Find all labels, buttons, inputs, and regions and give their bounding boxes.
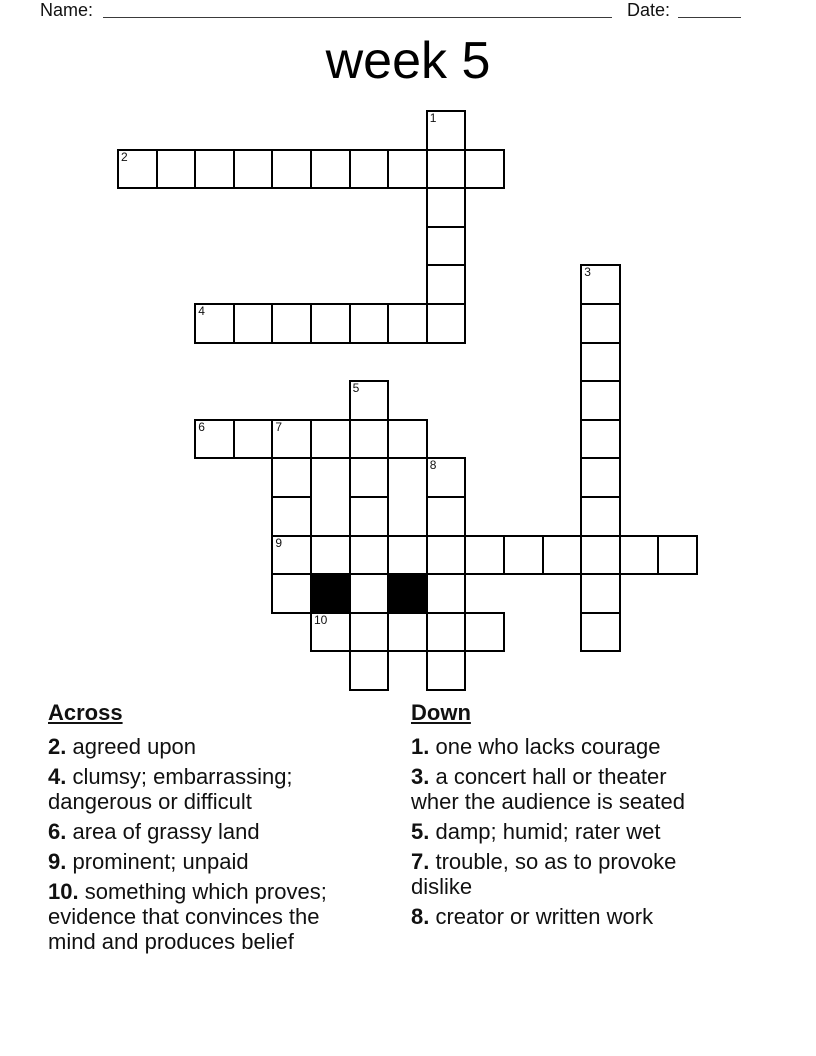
clue-number: 7.	[411, 849, 430, 874]
clue-number: 8.	[411, 904, 430, 929]
grid-cell	[657, 535, 698, 576]
clue-item-across-10: 10. something which proves; evidence that convinces the mind and produces belief	[48, 879, 327, 954]
grid-cell	[310, 303, 351, 344]
grid-cell	[117, 149, 158, 190]
cell-number: 1	[429, 111, 437, 125]
clue-number: 1.	[411, 734, 430, 759]
grid-cell	[349, 303, 390, 344]
grid-cell	[580, 264, 621, 305]
grid-cell	[387, 303, 428, 344]
grid-cell	[503, 535, 544, 576]
clue-item-down-3: 3. a concert hall or theater wher the audience is seated	[411, 764, 685, 814]
grid-cell	[349, 149, 390, 190]
clue-item-down-5: 5. damp; humid; rater wet	[411, 819, 661, 844]
cell-number: 6	[198, 419, 205, 434]
grid-cell	[387, 419, 428, 460]
clue-number: 2.	[48, 734, 67, 759]
grid-cell	[426, 226, 467, 267]
grid-cell	[271, 496, 312, 537]
grid-cell	[580, 535, 621, 576]
grid-cell	[464, 612, 505, 653]
clue-item-down-7: 7. trouble, so as to provoke dislike	[411, 849, 677, 899]
grid-cell	[271, 419, 312, 460]
down-clue-list	[411, 734, 713, 929]
cell-number: 5	[352, 381, 360, 396]
grid-cell	[426, 650, 467, 691]
grid-cell	[580, 573, 621, 614]
across-clue-list	[48, 734, 360, 954]
grid-cell	[580, 419, 621, 460]
grid-cell	[310, 419, 351, 460]
grid-cell	[426, 496, 467, 537]
grid-cell	[542, 535, 583, 576]
grid-cell	[387, 149, 428, 190]
grid-cell	[426, 303, 467, 344]
grid-cell	[349, 535, 390, 576]
grid-cell	[580, 303, 621, 344]
grid-cell	[387, 535, 428, 576]
grid-cell	[349, 612, 390, 653]
clue-item-across-9: 9. prominent; unpaid	[48, 849, 249, 874]
grid-cell	[426, 149, 467, 190]
grid-cell	[349, 650, 390, 691]
black-cell	[310, 573, 351, 614]
grid-cell	[426, 535, 467, 576]
down-heading: Down	[411, 700, 471, 725]
grid-cell	[349, 496, 390, 537]
across-heading: Across	[48, 700, 123, 725]
cell-number: 7	[275, 419, 283, 434]
grid-cell	[310, 149, 351, 190]
grid-cell	[349, 457, 390, 498]
grid-cell	[426, 264, 467, 305]
clue-item-across-2: 2. agreed upon	[48, 734, 197, 759]
clue-number: 5.	[411, 819, 430, 844]
grid-cell	[426, 573, 467, 614]
grid-cell	[310, 535, 351, 576]
grid-cell	[233, 419, 274, 460]
cell-number: 9	[275, 535, 283, 550]
grid-cell	[580, 457, 621, 498]
across-clues-section	[48, 700, 360, 959]
clue-number: 3.	[411, 764, 430, 789]
clue-item-down-1: 1. one who lacks courage	[411, 734, 661, 759]
grid-cell	[580, 380, 621, 421]
clue-number: 9.	[48, 849, 67, 874]
black-cell	[387, 573, 428, 614]
puzzle-title: week 5	[325, 32, 491, 90]
grid-cell	[387, 612, 428, 653]
grid-cell	[619, 535, 660, 576]
cell-number: 4	[198, 304, 205, 318]
clue-number: 10.	[48, 879, 79, 904]
grid-cell	[464, 535, 505, 576]
grid-cell	[349, 419, 390, 460]
grid-cell	[580, 496, 621, 537]
grid-cell	[426, 187, 467, 228]
clue-item-down-8: 8. creator or written work	[411, 904, 654, 929]
grid-cell	[194, 419, 235, 460]
cell-number: 10	[314, 612, 328, 627]
grid-cell	[271, 303, 312, 344]
clue-number: 6.	[48, 819, 67, 844]
grid-cell	[194, 303, 235, 344]
grid-cell	[233, 303, 274, 344]
grid-cell	[580, 612, 621, 653]
cell-number: 2	[121, 149, 128, 164]
down-clues-section	[411, 700, 713, 934]
grid-cell	[271, 457, 312, 498]
clue-item-across-4: 4. clumsy; embarrassing; dangerous or difficult	[48, 764, 293, 814]
cell-number: 3	[584, 265, 591, 280]
grid-cell	[194, 149, 235, 190]
grid-cell	[271, 573, 312, 614]
grid-cell	[310, 612, 351, 653]
grid-cell	[426, 612, 467, 653]
grid-cell	[349, 380, 390, 421]
grid-cell	[349, 573, 390, 614]
grid-cell	[426, 110, 467, 151]
grid-cell	[156, 149, 197, 190]
grid-cell	[233, 149, 274, 190]
cell-number: 8	[429, 458, 437, 473]
grid-cell	[271, 149, 312, 190]
grid-cell	[580, 342, 621, 383]
clue-item-across-6: 6. area of grassy land	[48, 819, 260, 844]
date-label: Date:	[627, 0, 671, 20]
clue-number: 4.	[48, 764, 67, 789]
grid-cell	[426, 457, 467, 498]
grid-cell	[271, 535, 312, 576]
grid-cell	[464, 149, 505, 190]
name-label: Name:	[40, 0, 94, 20]
